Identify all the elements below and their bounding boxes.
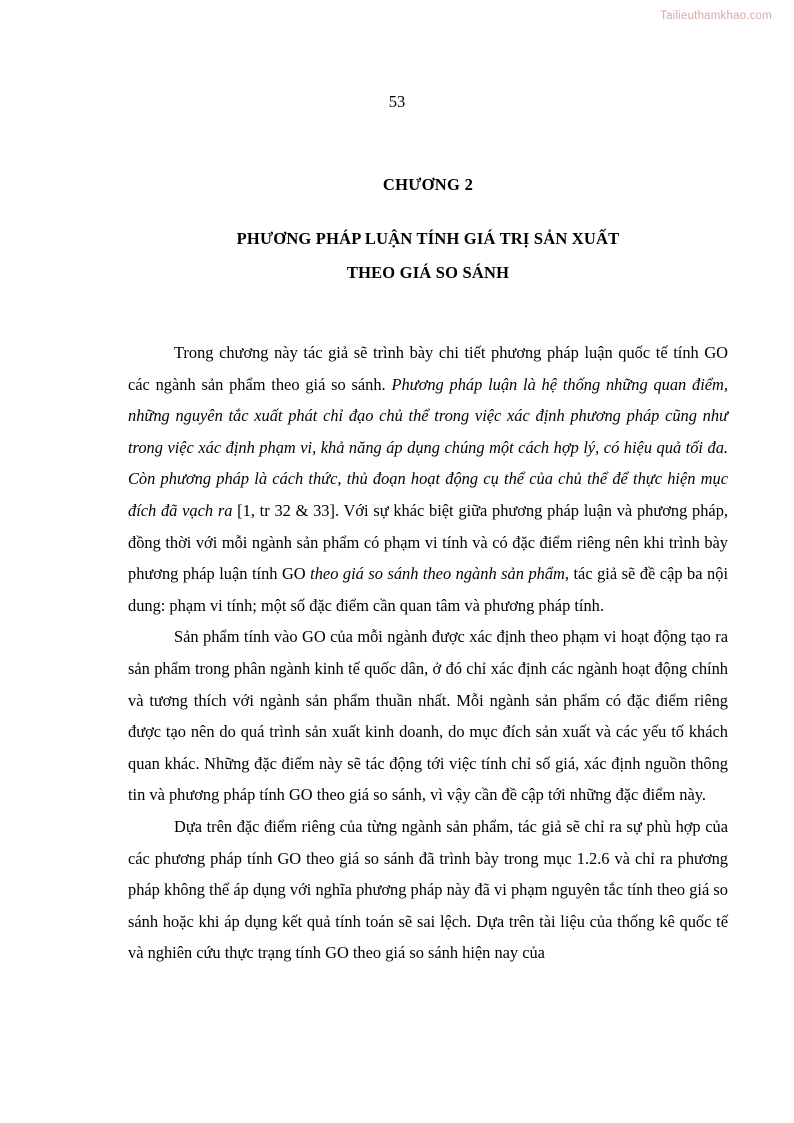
paragraph-1-segment-4-italic: theo giá so sánh theo ngành sản phẩm	[310, 564, 565, 584]
chapter-title-line-2: THEO GIÁ SO SÁNH	[346, 263, 510, 282]
paragraph-2: Sản phẩm tính vào GO của mỗi ngành được xác định theo phạm vi hoạt động tạo ra sản phẩm trong phân ngành kinh tế quốc dân, ở đó chỉ xác định các ngành hoạt động chính và tương thích với ngành sản phẩm thuần nhất. Mỗi ngành sản phẩm có đặc điểm riêng được tạo nên do quá trình sản xuất kinh doanh, do mục đích sản xuất và các yếu tố khách quan khác. Những đặc điểm này sẽ tác động tới việc tính chỉ số giá, xác định nguồn thông tin và phương pháp tính GO theo giá so sánh, vì vậy cần đề cập tới những đặc điểm này.	[128, 627, 728, 805]
paragraph-1-segment-1: Trong chương này tác giả sẽ trình bày chi tiết phương pháp luận quốc tế tính GO các ngành sản phẩm theo giá so sánh.	[128, 343, 728, 394]
page-content	[128, 175, 728, 969]
paragraph-1-segment-5: , tác giả sẽ đề cập ba nội dung: phạm vi tính; một số đặc điểm cần quan tâm và phương pháp tính.	[128, 564, 728, 615]
paragraph-1-segment-2-italic: Phương pháp luận là hệ thống những quan điểm, những nguyên tắc xuất phát chỉ đạo chủ thể trong việc xác định phương pháp cũng như trong việc xác định phạm vi, khả năng áp dụng chúng một cách hợp lý, có hiệu quả tối đa. Còn phương pháp là cách thức, thủ đoạn hoạt động cụ thể của chủ thể để thực hiện mục đích đã vạch ra	[128, 374, 728, 520]
paragraph-1-segment-3: [1, tr 32 & 33]. Với sự khác biệt giữa phương pháp luận và phương pháp, đồng thời với mỗi ngành sản phẩm có phạm vi tính và có đặc điểm riêng nên khi trình bày phương pháp luận tính GO	[128, 500, 728, 584]
page-number: 53	[388, 92, 406, 111]
chapter-title-line-1: PHƯƠNG PHÁP LUẬN TÍNH GIÁ TRỊ SẢN XUẤT	[236, 229, 620, 248]
watermark-text: Tailieuthamkhao.com	[660, 10, 772, 22]
paragraph-1	[128, 337, 728, 621]
chapter-heading: CHƯƠNG 2	[382, 175, 474, 194]
paragraph-3: Dựa trên đặc điểm riêng của từng ngành sản phẩm, tác giả sẽ chỉ ra sự phù hợp của các phương pháp tính GO theo giá so sánh đã trình bày trong mục 1.2.6 và chỉ ra phương pháp không thể áp dụng với nghĩa phương pháp này đã vi phạm nguyên tắc tính theo giá so sánh hoặc khi áp dụng kết quả tính toán sẽ sai lệch. Dựa trên tài liệu của thống kê quốc tế và nghiên cứu thực trạng tính GO theo giá so sánh hiện nay của	[128, 816, 728, 963]
